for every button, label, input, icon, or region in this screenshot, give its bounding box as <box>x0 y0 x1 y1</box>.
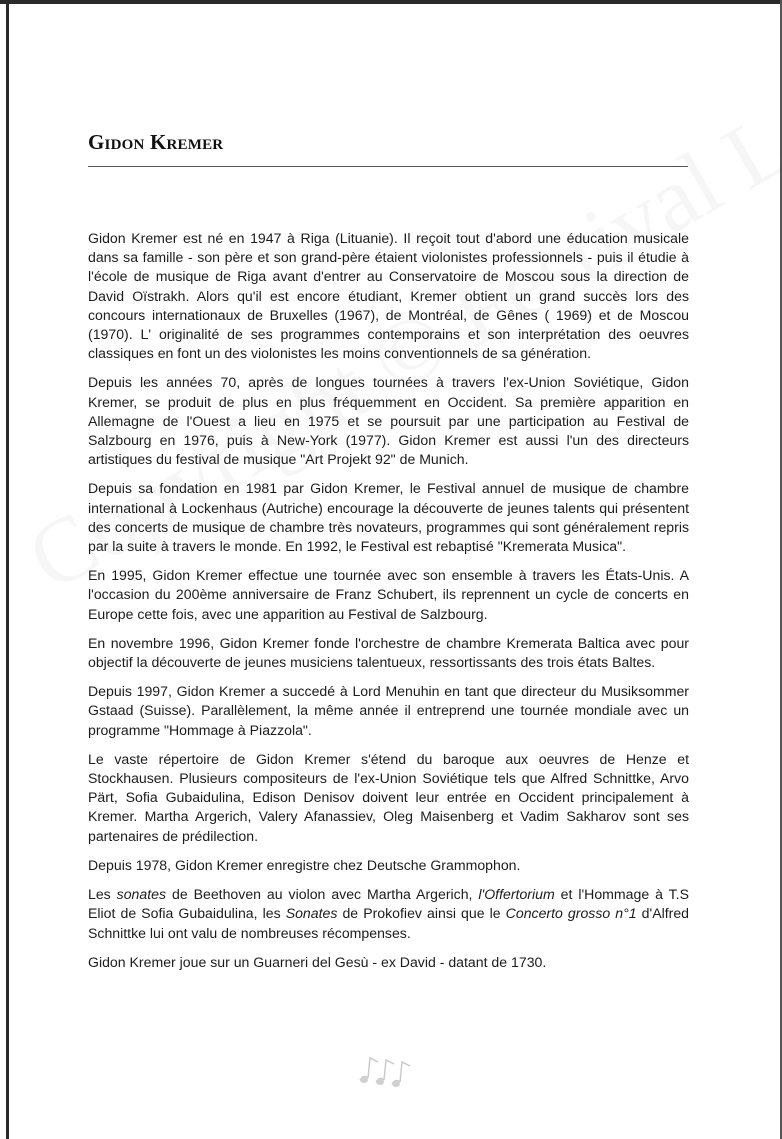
text-run: Depuis 1997, Gidon Kremer a succedé à Lord Menuhin en tant que directeur du Musiksommer Gstaad (Suisse). Parallèlement, la même année il entreprend une tournée mondiale avec un programme "Hommage à Piazzola". <box>88 683 689 738</box>
text-run: Gidon Kremer joue sur un Guarneri del Gesù - ex David - datant de 1730. <box>88 953 547 970</box>
paragraph <box>88 566 689 624</box>
italic-text-run: Concerto grosso n°1 <box>505 905 637 922</box>
paragraph <box>88 373 689 469</box>
text-run: de Beethoven au violon avec Martha Argerich, <box>166 886 479 903</box>
text-run: En 1995, Gidon Kremer effectue une tournée avec son ensemble à travers les États-Unis. A l'occasion du 200ème anniversaire de Franz Schubert, ils reprennent un cycle de concerts en Europe cette fois, avec une apparition au Festival de Salzbourg. <box>88 567 689 622</box>
scan-edge-left <box>6 0 9 1139</box>
page-title: Gidon Kremer <box>88 130 224 154</box>
italic-text-run: Sonates <box>285 905 338 922</box>
text-run: Depuis les années 70, après de longues tournées à travers l'ex-Union Soviétique, Gidon Kremer, se produit de plus en plus fréquemment en Occident. Sa première apparition en Allemagne de l'Ouest a lieu en 1975 et se poursuit par une participation au Festival de Salzbourg en 1976, puis à New-York (1977). Gidon Kremer est aussi l'un des directeurs artistiques du festival de musique "Art Projekt 92" de Munich. <box>88 374 689 468</box>
paragraph <box>88 229 689 363</box>
text-run: Depuis sa fondation en 1981 par Gidon Kremer, le Festival annuel de musique de chambre international à Lockenhaus (Autriche) encourage la découverte de jeunes talents qui présentent des concerts de musique de chambre très novateurs, programmes qui sont généralement repris par la suite à travers le monde. En 1992, le Festival est rebaptisé "Kremerata Musica". <box>88 480 689 555</box>
paragraph <box>88 856 689 875</box>
music-notes-icon <box>350 1050 430 1090</box>
italic-text-run: sonates <box>116 886 167 903</box>
paragraph <box>88 634 689 672</box>
paragraph <box>88 953 689 972</box>
biography-text <box>88 229 689 982</box>
text-run: Le vaste répertoire de Gidon Kremer s'étend du baroque aux oeuvres de Henze et Stockhausen. Plusieurs compositeurs de l'ex-Union Soviétique tels que Alfred Schnittke, Arvo Pärt, Sofia Gubaidulina, Edison Denisov doivent leur entrée en Occident principalement à Kremer. Martha Argerich, Valery Afanassiev, Oleg Maisenberg et Vadim Sakharov sont ses partenaires de prédilection. <box>88 750 689 844</box>
text-run: Les <box>88 886 117 903</box>
text-run: Depuis 1978, Gidon Kremer enregistre chez Deutsche Grammophon. <box>88 856 521 873</box>
text-run: Gidon Kremer est né en 1947 à Riga (Lituanie). Il reçoit tout d'abord une éducation musicale dans sa famille - son père et son grand-père étaient violonistes professionnels - puis il étudie à l'école de musique de Riga avant d'entrer au Conservatoire de Moscou sous la direction de David Oïstrakh. Alors qu'il est encore étudiant, Kremer obtient un grand succès lors des concours internationaux de Bruxelles (1967), de Montréal, de Gênes ( 1969) et de Moscou (1970). L' originalité de ses programmes contemporains et son interprétation des oeuvres classiques en font un des violonistes les moins conventionnels de sa génération. <box>88 230 689 362</box>
italic-text-run: l'Offertorium <box>478 886 555 903</box>
paragraph <box>88 479 689 556</box>
text-run: d'Alfred Schnittke lui ont valu de nombreuses récompenses. <box>88 905 690 941</box>
paragraph <box>88 682 689 740</box>
page-header <box>88 128 688 167</box>
title-rule <box>88 166 688 167</box>
text-run: et l'Hommage à T.S Eliot de Sofia Gubaidulina, les <box>88 886 689 922</box>
text-run: En novembre 1996, Gidon Kremer fonde l'orchestre de chambre Kremerata Baltica avec pour objectif la découverte de jeunes musiciens talentueux, ressortissants des trois états Baltes. <box>88 634 689 671</box>
paragraph <box>88 750 689 846</box>
text-run: de Prokofiev ainsi que le <box>337 905 506 922</box>
paragraph <box>88 885 689 943</box>
scan-edge-top <box>0 0 782 4</box>
